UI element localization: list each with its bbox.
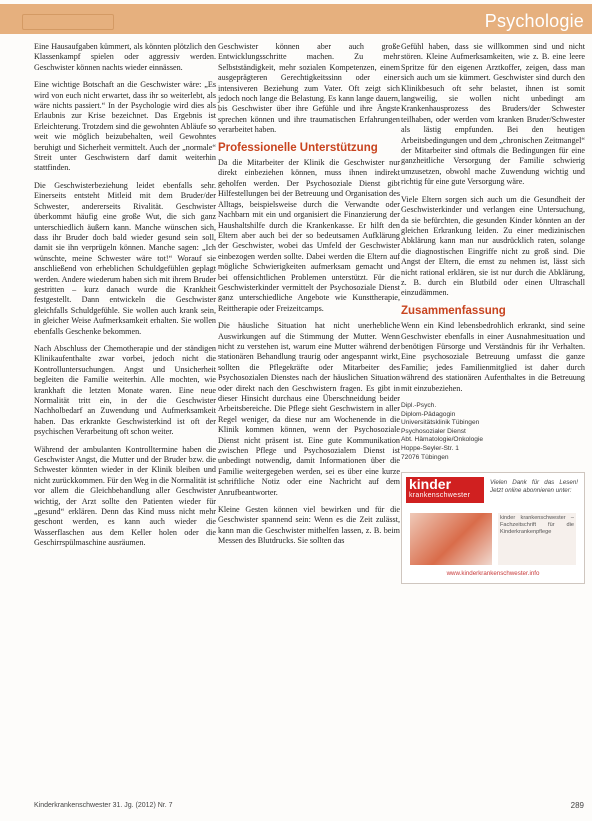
paragraph: Nach Abschluss der Chemotherapie und der ständigen Klinikaufenthalte zwar vorbei, jedoch nicht die Kontrolluntersuchungen. Angst und Unsicherheit begleiten die Familie weiterhin. Alle mochten, wie krankhaft die letzten Monate waren. Eine neue Normalität tritt ein, in der die Geschwister Nachholbedarf an Zuwendung und Aufmerksamkeit haben. Das erkrankte Geschwisterkind ist oft der psychischen Verarbeitung oft schon weiter.	[34, 343, 216, 437]
paragraph: Die häusliche Situation hat nicht unerhebliche Auswirkungen auf die Stimmung der Mutter. Wenn nicht zu verstehen ist, warum eine Mutter während der stationären Behandlung traurig oder angespannt wirkt, sollten die Pflegekräfte oder Mitarbeiter des Psychosozialen Dienstes nach der häuslichen Situation oder direkt nach den Geschwistern fragen. Es gibt in dieser Hinsicht durchaus eine Überschneidung beider Arbeitsbereiche. Die Pflege sieht Geschwistern in aller Regel weniger, da diese nur am Wochenende in die Klinik kommen können, wenn der Psychosoziale Dienst nicht präsent ist. Eine gute Kommunikation zwischen Pflege und Psychosozialem Dienst ist unbedingt notwendig, damit Informationen über die Familie weitergegeben werden, sei es über eine kurze schriftliche Notiz oder eine Nachricht auf dem Anrufbeantworter.	[218, 321, 400, 497]
paragraph: Wenn ein Kind lebensbedrohlich erkrankt, sind seine Geschwister ebenfalls in einer Ausnahmesituation und benötigen Fürsorge und Verständnis für ihr Verhalten. Eine psychosoziale Betreuung umfasst die ganze Familie; jedes Familienmitglied ist daher durch während des stationären Aufenthaltes in die Betreuung mit einzubeziehen.	[401, 321, 585, 393]
address-line: Abt. Hämatologie/Onkologie	[401, 436, 484, 444]
column-1	[34, 42, 216, 556]
ad-url-link[interactable]: www.kinderkrankenschwester.info	[446, 569, 540, 577]
page-number: 289	[570, 801, 584, 810]
column-2	[218, 42, 400, 554]
header-badge	[22, 14, 114, 30]
address-line: Universitätsklinik Tübingen	[401, 419, 480, 427]
paragraph: Kleine Gesten können viel bewirken und für die Geschwister spannend sein: Wenn es die Zeit zulässt, kann man die Geschwister mithelfen lassen, z. B. beim Messen des Blutdrucks. Sie sollten das	[218, 505, 400, 546]
paragraph: Die Geschwisterbeziehung leidet ebenfalls sehr. Einerseits entsteht Mitleid mit dem Bruder/der Schwester, andererseits Rivalität. Geschwister überkommt häufig eine große Wut, die sich ganz unterschiedlich äußern kann. Manche wünschen sich, dass ihr Bruder doch bald wieder gesund sein soll, damit sie ihn verprügeln können. Manche sagen: „Ich wünschte, meine Schwester wäre tot!“ Worauf sie anschließend von erheblichen Schuldgefühlen geplagt werden. Andere wiederum haben sich mit ihrem Bruder gestritten – kurz danach wurde die Krankheit festgestellt. Dann entwickeln die Geschwister gleichfalls Schuldgefühle. Sie wollen auch krank sein, in gleicher Weise Aufmerksamkeit erhalten. Sie wollen ebenfalls Geschenke bekommen.	[34, 180, 216, 336]
paragraph: Eine Hausaufgaben kümmert, als könnten plötzlich den Klassenkampf spielen oder aggressiv werden. Geschwister können nachts wieder einnässen.	[34, 42, 216, 72]
address-line: Dipl.-Psych.	[401, 402, 437, 409]
address-line: Psychosozialer Dienst	[401, 427, 466, 435]
ad-textbox: kinder krankenschwester – Fachzeitschrift für die Kinderkrankenpflege	[498, 513, 576, 565]
paragraph: Eine wichtige Botschaft an die Geschwister wäre: „Es wird von euch nicht erwartet, dass ihr so weiterlebt, als wäre nichts passiert.“ In der Psychologie wird dies als Erlaubnis zur Krise bezeichnet. Das Ergebnis ist Erleichterung. Trotzdem sind die gewohnten Abläufe so weit wie möglich beizubehalten, weil Gewohntes beruhigt und Sicherheit vermittelt. Auch der „normale“ Streit unter Geschwistern darf damit weiterhin stattfinden.	[34, 80, 216, 173]
section-title: Psychologie	[484, 11, 584, 31]
paragraph: Während der ambulanten Kontrolltermine haben die Geschwister Angst, die Mutter und der Bruder bzw. die Schwester könnten wieder in der Klinik bleiben und nicht zurückkommen. Für den Weg in die Normalität ist vor allem die Gleichbehandlung aller Geschwister wichtig, der Arzt sollte den Patienten wieder für „gesund“ erklären. Denn das Kind muss nicht mehr geschont werden, es kann auch wieder die Wasserflaschen aus dem Keller holen oder die Geschirrspülmaschine ausräumen.	[34, 444, 216, 548]
ad-tagline: Vielen Dank für das Lesen! Jetzt online abonnieren unter:	[490, 479, 578, 494]
address-line: Hoppe-Seyler-Str. 1	[401, 444, 459, 452]
column-3	[401, 42, 585, 584]
address-line: Diplom-Pädagogin	[401, 410, 456, 418]
paragraph: Viele Eltern sorgen sich auch um die Gesundheit der Geschwisterkinder und verlangen eine Untersuchung, da sie befürchten, die gesunden Kinder könnten an der gleichen Erkrankung leiden. Zu einer medizinischen Abklärung kann man nur ausdrücklich raten, solange die diagnostischen Eingriffe nicht zu groß sind. Die Angst der Eltern, die ernst zu nehmen ist, lässt sich nicht rational erklären, sie ist nur durch die Abklärung, z. B. durch ein Blutbild oder einen Ultraschall einzudämmen.	[401, 194, 585, 298]
address-line: 72076 Tübingen	[401, 453, 449, 461]
heading-zusammenfassung: Zusammenfassung	[401, 304, 506, 317]
paragraph: Da die Mitarbeiter der Klinik die Geschwister nur direkt einbeziehen können, muss ihnen indirekt geholfen werden. Der Psychosoziale Dienst gibt Hilfestellungen bei der Betreuung und Organisation des Alltags, beispielsweise durch die Verwandte oder Nachbarn mit ein und organisiert die Finanzierung der Haushaltshilfe durch die Krankenkasse. Er hilft den Eltern aber auch bei der so bedeutsamen Aufklärung der Geschwister, wobei das Umfeld der Geschwister einbezogen werden sollte. Dabei werden die Eltern auf mögliche Schwierigkeiten aufmerksam gemacht und bei offensichtlichen Problemen unterstützt. Für die Geschwisterkinder vermittelt der Psychosoziale Dienst ganz unterschiedliche Angebote wie Kunsttherapie, Reittherapie oder Freizeitcamps.	[218, 158, 400, 313]
magazine-cover-image	[410, 513, 492, 565]
logo-sub: krankenschwester	[409, 492, 471, 500]
logo-main: kinder	[409, 476, 452, 493]
heading-professionelle-unterstuetzung: Professionelle Unterstützung	[218, 141, 378, 154]
magazine-logo	[406, 477, 484, 503]
footer-journal: Kinderkrankenschwester 31. Jg. (2012) Nr. 7	[34, 802, 173, 809]
paragraph: Gefühl haben, dass sie willkommen sind und nicht stören. Kleine Aufmerksamkeiten, wie z. B. eine leere Spritze für den eigenen Arztkoffer, zeigen, dass man sich auch um sie kümmert. Geschwister sind durch den Klinikbesuch oft sehr belastet, ihnen ist somit langweilig, sie wollen nicht unbedingt am Krankenhausprozess des Bruders/der Schwester teilhaben, oder werden vom kranken Bruder/Schwester als lästig empfunden. Bei den heutigen Arbeitsbedingungen und dem „chronischen Zeitmangel“ der Mitarbeiter sind oftmals die Bedingungen für eine ganzheitliche Versorgung der Familie schwierig umzusetzen, obwohl mache Zuwendung wichtig und richtig für eine gute Versorgung wäre.	[401, 42, 585, 187]
header-band	[0, 4, 592, 34]
author-address	[401, 402, 585, 462]
paragraph: Geschwister können aber auch große Entwicklungsschritte machen. Zu mehr Selbstständigkeit, mehr sozialen Kompetenzen, einem ausgeprägteren Gerechtigkeitssinn oder einer intensiveren Beziehung zum Vater. Oft zeigt sich jedoch noch lange die Belastung. Es kann lange dauern, bis Geschwister über ihre Gefühle und ihre Ängste sprechen können und ihre traumatischen Erfahrungen verarbeitet haben.	[218, 42, 400, 135]
advertisement[interactable]	[401, 472, 585, 584]
